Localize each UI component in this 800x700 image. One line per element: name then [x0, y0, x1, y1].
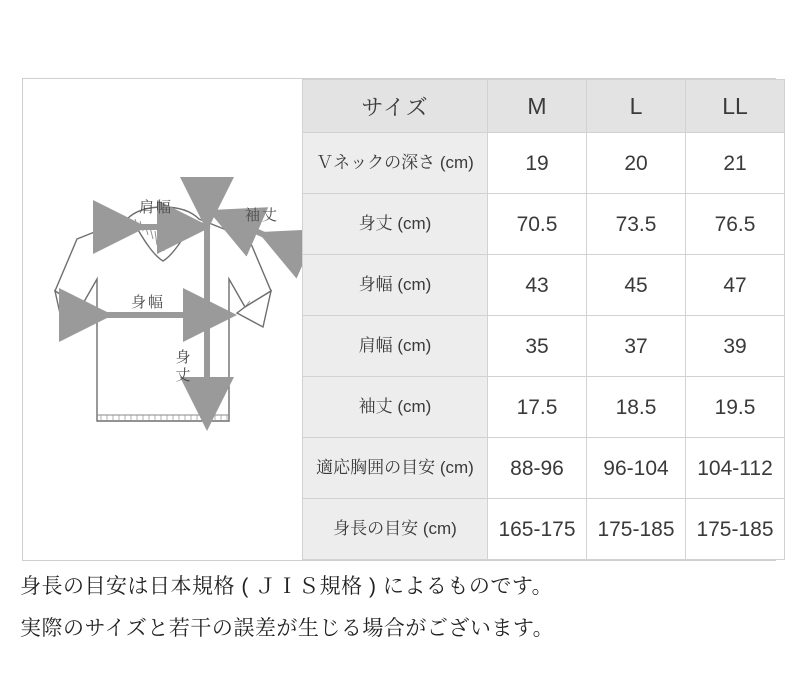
row-label-chest-range: 適応胸囲の目安 (cm)	[303, 438, 488, 499]
header-ll: LL	[686, 80, 785, 133]
header-l: L	[587, 80, 686, 133]
cell-body-length-l: 73.5	[587, 194, 686, 255]
cell-sleeve-length-ll: 19.5	[686, 377, 785, 438]
cell-body-length-ll: 76.5	[686, 194, 785, 255]
cell-height-range-m: 165-175	[488, 499, 587, 560]
cell-chest-range-l: 96-104	[587, 438, 686, 499]
cell-body-width-l: 45	[587, 255, 686, 316]
size-chart-panel	[22, 78, 776, 561]
cell-vneck-depth-m: 19	[488, 133, 587, 194]
cell-vneck-depth-ll: 21	[686, 133, 785, 194]
note-line-2: 実際のサイズと若干の誤差が生じる場合がございます。	[20, 617, 555, 640]
cell-vneck-depth-l: 20	[587, 133, 686, 194]
cell-height-range-l: 175-185	[587, 499, 686, 560]
note-line-1: 身長の目安は日本規格 ( ＪＩＳ規格 ) によるものです。	[20, 575, 554, 598]
table-header-row	[303, 80, 785, 133]
label-sleeve-length: 袖丈	[245, 207, 280, 224]
cell-chest-range-m: 88-96	[488, 438, 587, 499]
cell-body-width-m: 43	[488, 255, 587, 316]
size-table-container	[302, 79, 785, 560]
label-shoulder-width: 肩幅	[139, 199, 174, 216]
cell-sleeve-length-m: 17.5	[488, 377, 587, 438]
row-label-height-range: 身長の目安 (cm)	[303, 499, 488, 560]
row-label-sleeve-length: 袖丈 (cm)	[303, 377, 488, 438]
size-table	[302, 79, 785, 560]
cell-body-width-ll: 47	[686, 255, 785, 316]
cell-shoulder-width-m: 35	[488, 316, 587, 377]
cell-chest-range-ll: 104-112	[686, 438, 785, 499]
cell-sleeve-length-l: 18.5	[587, 377, 686, 438]
label-body-length: 身丈	[175, 349, 191, 384]
table-row	[303, 377, 785, 438]
row-label-shoulder-width: 肩幅 (cm)	[303, 316, 488, 377]
table-row	[303, 438, 785, 499]
table-row	[303, 194, 785, 255]
table-row	[303, 316, 785, 377]
table-row	[303, 499, 785, 560]
header-m: M	[488, 80, 587, 133]
row-label-body-width: 身幅 (cm)	[303, 255, 488, 316]
row-label-vneck-depth: Ｖネックの深さ (cm)	[303, 133, 488, 194]
cell-shoulder-width-ll: 39	[686, 316, 785, 377]
cell-shoulder-width-l: 37	[587, 316, 686, 377]
table-row	[303, 133, 785, 194]
tshirt-diagram-svg	[23, 79, 302, 560]
table-row	[303, 255, 785, 316]
label-body-width: 身幅	[131, 294, 166, 311]
cell-height-range-ll: 175-185	[686, 499, 785, 560]
header-size: サイズ	[303, 80, 488, 133]
tshirt-illustration	[23, 79, 302, 560]
row-label-body-length: 身丈 (cm)	[303, 194, 488, 255]
cell-body-length-m: 70.5	[488, 194, 587, 255]
notes-block	[20, 570, 780, 654]
